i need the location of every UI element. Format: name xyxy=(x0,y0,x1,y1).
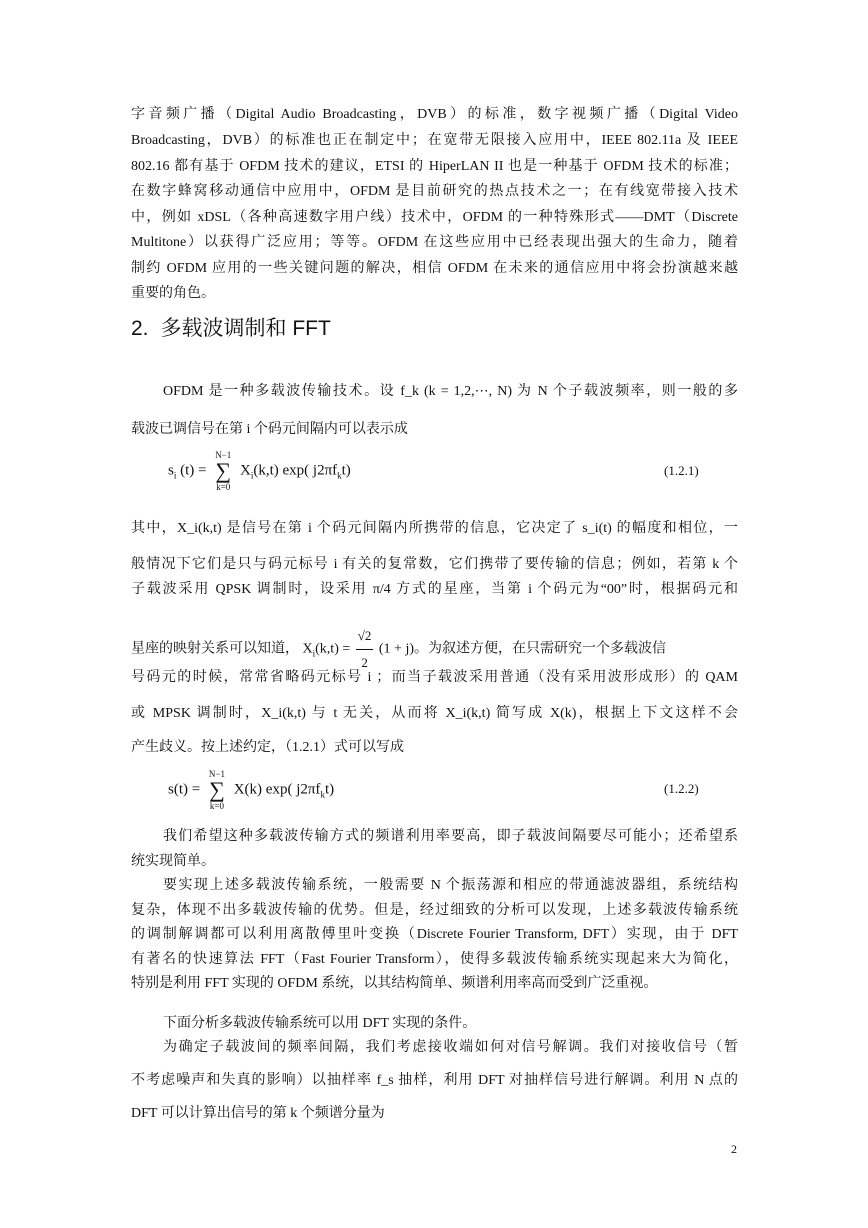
eq-symbol: s xyxy=(168,462,174,479)
equation-number: (1.2.2) xyxy=(664,781,699,796)
text-line: 为确定子载波间的频率间隔，我们考虑接收端如何对信号解调。我们对接收信号（暂 xyxy=(163,1040,738,1055)
eq-sub: k xyxy=(320,789,325,800)
eq-symbol: s(t) = xyxy=(168,781,201,798)
text-line: DFT 可以计算出信号的第 k 个频谱分量为 xyxy=(131,1106,385,1121)
summation xyxy=(212,450,234,492)
eq-symbol: t) xyxy=(324,781,335,798)
eq-symbol: t) xyxy=(341,462,351,479)
text-line: 号码元的时候，常常省略码元标号 i ；而当子载波采用普通（没有采用波形成形）的 QAM xyxy=(131,670,738,685)
text-line: 在数字蜂窝移动通信中应用中，OFDM 是目前研究的热点技术之一；在有线宽带接入技术 xyxy=(131,184,738,199)
text-segment: 。为叙述方便，在只需研究一个多载波信 xyxy=(414,641,666,657)
text-line: OFDM 是一种多载波传输技术。设 f_k (k = 1,2,⋯, N) 为 N 个子载波频率，则一般的多 xyxy=(163,384,738,399)
eq-symbol: X xyxy=(239,462,251,479)
sigma-symbol: ∑ xyxy=(209,777,225,802)
eq-symbol: (k,t) exp( j2πf xyxy=(253,462,338,479)
text-line: 我们希望这种多载波传输方式的频谱利用率要高，即子载波间隔要尽可能小；还希望系 xyxy=(163,829,738,844)
text-line: 制约 OFDM 应用的一些关键问题的解决，相信 OFDM 在未来的通信应用中将会扮演越来越 xyxy=(131,261,738,276)
sigma-symbol: ∑ xyxy=(215,458,232,483)
text-line: Multitone）以获得广泛应用；等等。OFDM 在这些应用中已经表现出强大的生命力，随着 xyxy=(131,235,738,250)
page-number: 2 xyxy=(731,1142,737,1156)
text-line: 子载波采用 QPSK 调制时，设采用 π/4 方式的星座，当第 i 个码元为“00”时，根据码元和 xyxy=(131,582,738,597)
summation xyxy=(206,769,228,811)
text-line: 复杂，体现不出多载波传输的优势。但是，经过细致的分析可以发现，上述多载波传输系统 xyxy=(131,903,738,918)
text-line: 统实现简单。 xyxy=(131,854,215,869)
sum-lower-limit: k=0 xyxy=(209,801,224,811)
equation-1-2-2 xyxy=(168,769,334,811)
text-line: 重要的角色。 xyxy=(131,286,215,301)
text-line: 字音频广播（Digital Audio Broadcasting，DVB）的标准，数字视频广播（Digital Video xyxy=(131,107,738,122)
section-number: 2. xyxy=(131,317,149,340)
math-sub: i xyxy=(312,648,316,659)
text-line: 其中，X_i(k,t) 是信号在第 i 个码元间隔内所携带的信息，它决定了 s_i(t) 的幅度和相位，一 xyxy=(131,521,738,536)
denominator: 2 xyxy=(361,655,368,670)
text-line: 载波已调信号在第 i 个码元间隔内可以表示成 xyxy=(131,422,408,437)
eq-sub: i xyxy=(173,470,177,481)
sum-upper-limit: N−1 xyxy=(215,450,232,460)
text-line: 要实现上述多载波传输系统，一般需要 N 个振荡源和相应的带通滤波器组，系统结构 xyxy=(163,878,738,893)
eq-sub: k xyxy=(337,470,342,481)
section-title: 多载波调制和 FFT xyxy=(160,317,331,340)
text-line: 下面分析多载波传输系统可以用 DFT 实现的条件。 xyxy=(163,1016,477,1031)
eq-symbol: X(k) exp( j2πf xyxy=(233,781,321,798)
text-line: Broadcasting，DVB）的标准也正在制定中；在宽带无限接入应用中，IEEE 802.11a 及 IEEE xyxy=(131,133,738,148)
text-line: 特别是利用 FFT 实现的 OFDM 系统，以其结构简单、频谱利用率高而受到广泛重视。 xyxy=(131,976,658,991)
section-heading xyxy=(131,312,331,342)
text-line: 产生歧义。按上述约定，（1.2.1）式可以写成 xyxy=(131,740,404,755)
sum-lower-limit: k=0 xyxy=(216,482,231,492)
math-symbol: X xyxy=(302,641,313,657)
text-line: 般情况下它们是只与码元标号 i 有关的复常数，它们携带了要传输的信息；例如，若第 k 个 xyxy=(131,557,738,572)
text-line: 不考虑噪声和失真的影响）以抽样率 f_s 抽样，利用 DFT 对抽样信号进行解调。利用 N 点的 xyxy=(131,1073,738,1088)
math-symbol: (k,t) = xyxy=(315,641,351,657)
equation-1-2-1 xyxy=(168,450,351,492)
text-segment: 星座的映射关系可以知道， xyxy=(131,641,299,657)
numerator: √2 xyxy=(356,623,374,650)
text-line: 或 MPSK 调制时，X_i(k,t) 与 t 无关，从而将 X_i(k,t) 简写成 X(k)，根据上下文这样不会 xyxy=(131,706,738,721)
text-line: 的调制解调都可以利用离散傅里叶变换（Discrete Fourier Transform, DFT）实现，由于 DFT xyxy=(131,927,738,942)
eq-symbol: (t) = xyxy=(180,462,207,479)
text-line: 802.16 都有基于 OFDM 技术的建议，ETSI 的 HiperLAN II 也是一种基于 OFDM 技术的标准； xyxy=(131,159,738,174)
math-symbol: (1 + j) xyxy=(378,641,414,657)
equation-number: (1.2.1) xyxy=(664,463,699,478)
text-line: 有著名的快速算法 FFT（Fast Fourier Transform），使得多载波传输系统实现起来大为简化， xyxy=(131,952,738,967)
sum-upper-limit: N−1 xyxy=(208,769,225,779)
text-line: 中，例如 xDSL（各种高速数字用户线）技术中，OFDM 的一种特殊形式——DMT（Discrete xyxy=(131,210,738,225)
inline-formula-line xyxy=(131,623,666,670)
eq-sub: i xyxy=(250,470,254,481)
